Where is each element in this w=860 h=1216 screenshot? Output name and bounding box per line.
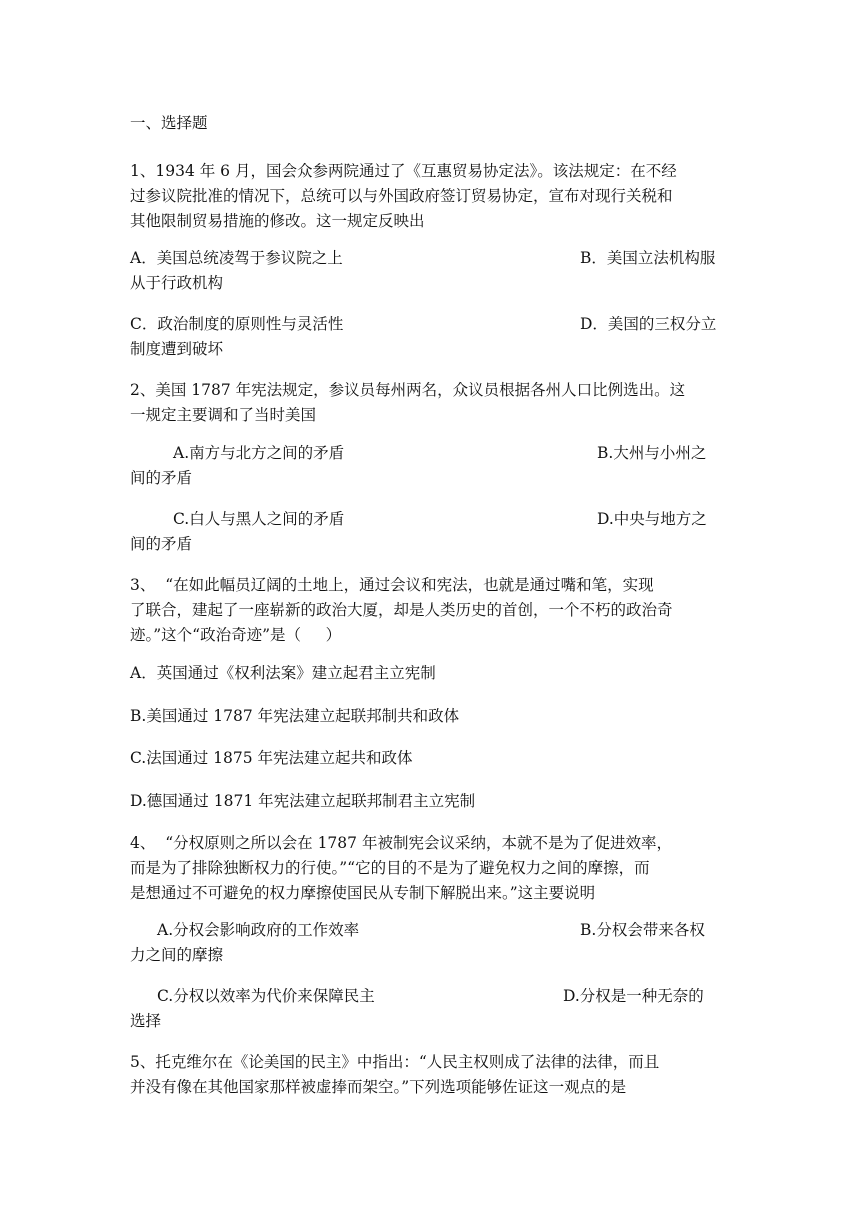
question-text-line: 而是为了排除独断权力的行使。”“它的目的不是为了避免权力之间的摩擦，而 — [130, 859, 650, 877]
question-text-line: 2、美国 1787 年宪法规定，参议员每州两名，众议员根据各州人口比例选出。这 — [130, 381, 686, 399]
section-title: 一、选择题 — [130, 114, 208, 132]
question-text-line: 3、 “在如此幅员辽阔的土地上，通过会议和宪法，也就是通过嘴和笔，实现 — [130, 576, 654, 594]
option-d: D.分权是一种无奈的 — [563, 987, 704, 1005]
option-b-continued: 间的矛盾 — [130, 469, 193, 487]
option-b-continued: 从于行政机构 — [130, 274, 224, 292]
option-b-continued: 力之间的摩擦 — [130, 946, 224, 964]
option-d-continued: 制度遭到破坏 — [130, 340, 224, 358]
option-c: C．政治制度的原则性与灵活性 — [130, 315, 344, 333]
question-text-line: 过参议院批准的情况下，总统可以与外国政府签订贸易协定，宣布对现行关税和 — [130, 187, 673, 205]
question-text-line: 其他限制贸易措施的修改。这一规定反映出 — [130, 212, 425, 230]
question-text-line: 1、1934 年 6 月，国会众参两院通过了《互惠贸易协定法》。该法规定：在不经 — [130, 162, 677, 180]
option-d-continued: 选择 — [130, 1012, 162, 1030]
question-text-line: 4、 “分权原则之所以会在 1787 年被制宪会议采纳，本就不是为了促进效率， — [130, 834, 672, 852]
option-d: D.德国通过 1871 年宪法建立起联邦制君主立宪制 — [130, 792, 476, 810]
option-c: C.白人与黑人之间的矛盾 — [173, 510, 345, 528]
question-text-line: 并没有像在其他国家那样被虚捧而架空。”下列选项能够佐证这一观点的是 — [130, 1078, 627, 1096]
question-text-line: 是想通过不可避免的权力摩擦使国民从专制下解脱出来。”这主要说明 — [130, 884, 596, 902]
option-b: B．美国立法机构服 — [580, 249, 716, 267]
option-a: A.南方与北方之间的矛盾 — [173, 444, 345, 462]
option-d: D．美国的三权分立 — [580, 315, 717, 333]
question-text-line: 了联合，建起了一座崭新的政治大厦，却是人类历史的首创，一个不朽的政治奇 — [130, 601, 673, 619]
option-a: A．英国通过《权利法案》建立起君主立宪制 — [130, 664, 436, 682]
option-b: B.大州与小州之 — [597, 444, 707, 462]
option-b: B.美国通过 1787 年宪法建立起联邦制共和政体 — [130, 707, 460, 725]
question-text-line: 迹。”这个“政治奇迹”是（ ） — [130, 626, 342, 644]
option-d-continued: 间的矛盾 — [130, 535, 193, 553]
option-a: A．美国总统凌驾于参议院之上 — [130, 249, 343, 267]
option-a: A.分权会影响政府的工作效率 — [157, 921, 360, 939]
option-c: C.分权以效率为代价来保障民主 — [157, 987, 375, 1005]
question-text-line: 一规定主要调和了当时美国 — [130, 406, 317, 424]
option-b: B.分权会带来各权 — [580, 921, 705, 939]
option-d: D.中央与地方之 — [597, 510, 707, 528]
question-text-line: 5、托克维尔在《论美国的民主》中指出：“人民主权则成了法律的法律，而且 — [130, 1053, 660, 1071]
option-c: C.法国通过 1875 年宪法建立起共和政体 — [130, 749, 413, 767]
